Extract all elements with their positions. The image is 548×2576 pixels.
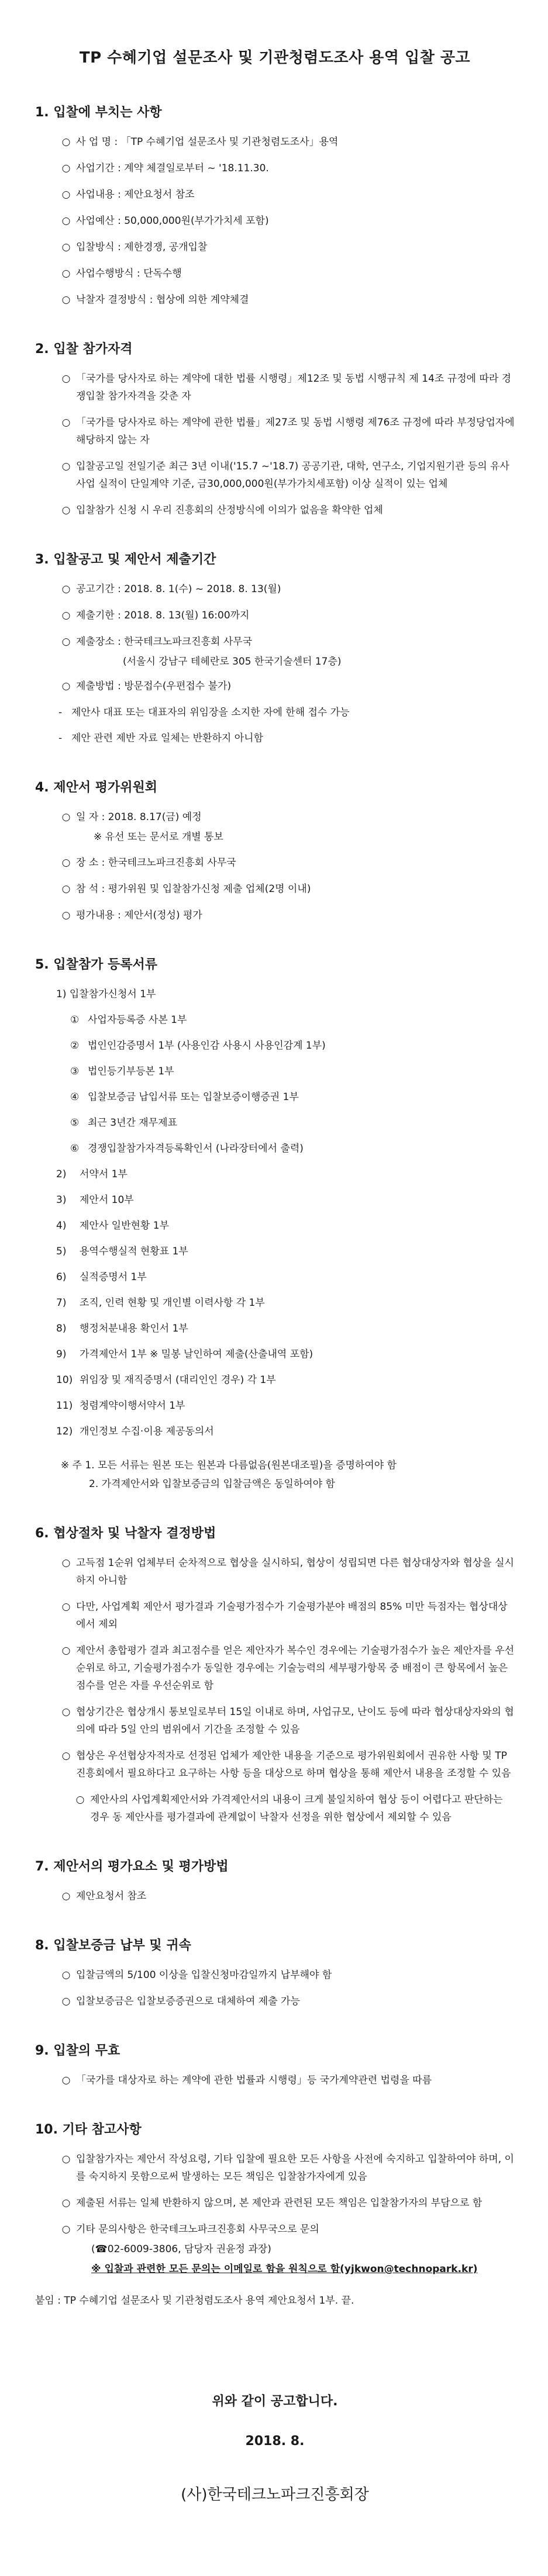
section-10-heading: 10. 기타 참고사항 — [35, 2122, 142, 2137]
section-7-heading: 7. 제안서의 평가요소 및 평가방법 — [35, 1859, 229, 1874]
section-6-heading: 6. 협상절차 및 낙찰자 결정방법 — [35, 1526, 216, 1541]
page-title: TP 수혜기업 설문조사 및 기관청렴도조사 용역 입찰 공고 — [79, 49, 471, 67]
list-item: ⑥ 경쟁입찰참가자격등록확인서 (나라장터에서 출력) — [70, 1143, 304, 1154]
circle-bullet-icon: ○ — [61, 811, 71, 823]
list-item: 3) 제안서 10부 — [56, 1194, 134, 1206]
list-item: 10) 위임장 및 재직증명서 (대리인인 경우) 각 1부 — [56, 1374, 276, 1386]
circle-bullet-icon: ○ — [61, 1969, 71, 1981]
list-item: ⑤ 최근 3년간 재무제표 — [70, 1117, 177, 1129]
list-item: ○ 일 자 : 2018. 8.17(금) 예정 — [35, 808, 515, 826]
date-note: ※ 유선 또는 문서로 개별 통보 — [94, 831, 223, 843]
section-1 — [35, 102, 515, 309]
circle-bullet-icon: ○ — [61, 504, 71, 516]
list-item: ○ 기타 문의사항은 한국테크노파크진흥회 사무국으로 문의 — [35, 2221, 515, 2238]
section-6 — [35, 1523, 515, 1826]
section-1-heading: 1. 입찰에 부치는 사항 — [35, 105, 162, 120]
dash-item: - 제안사 대표 또는 대표자의 위임장을 소지한 자에 한해 접수 가능 — [58, 707, 350, 718]
footnote: ※ 주 1. 모든 서류는 원본 또는 원본과 다름없음(원본대조필)을 증명하여야 함 — [61, 1460, 397, 1471]
place-detail: (서울시 강남구 테헤란로 305 한국기술센터 17층) — [123, 656, 342, 668]
section-10 — [35, 2119, 515, 2278]
list-item: ④ 입찰보증금 납입서류 또는 입찰보증이행증권 1부 — [70, 1091, 299, 1103]
list-item: 2) 서약서 1부 — [56, 1168, 127, 1180]
dash-item: - 제안 관련 제반 자료 일체는 반환하지 아니함 — [58, 732, 264, 744]
list-item: ○ 고득점 1순위 업체부터 순차적으로 협상을 실시하되, 협상이 성립되면 다른 협상대상자와 협상을 실시하지 아니함 — [35, 1554, 515, 1589]
list-item: 4) 제안사 일반현황 1부 — [56, 1220, 169, 1232]
contact-phone: (☎02-6009-3806, 담당자 권윤정 과장) — [91, 2243, 271, 2255]
circle-bullet-icon: ○ — [61, 636, 71, 648]
section-9-heading: 9. 입찰의 무효 — [35, 2043, 120, 2058]
list-item: ○ 입찰방식 : 제한경쟁, 공개입찰 — [35, 238, 515, 256]
list-item: ○ 입찰보증금은 입찰보증증권으로 대체하여 제출 가능 — [35, 1993, 515, 2010]
list-item: ○ 사업예산 : 50,000,000원(부가가치세 포함) — [35, 212, 515, 230]
list-item: ○ 입찰참가 신청 시 우리 진흥회의 산정방식에 이의가 없음을 확약한 업체 — [35, 502, 515, 519]
list-item: ○ 입찰참가자는 제안서 작성요령, 기타 입찰에 필요한 모든 사항을 사전에 숙지하고 입찰하여야 하며, 이를 숙지하지 못함으로써 발생하는 모든 책임은 입찰참가자에게 있음 — [35, 2150, 515, 2186]
circle-bullet-icon: ○ — [61, 2224, 71, 2235]
section-7 — [35, 1856, 515, 1905]
circle-bullet-icon: ○ — [61, 583, 71, 595]
contact-email-note: ※ 입찰과 관련한 모든 문의는 이메일로 함을 원칙으로 함(yjkwon@technopark.kr) — [91, 2263, 478, 2275]
list-item: ○ 제안서 총합평가 결과 최고점수를 얻은 제안자가 복수인 경우에는 기술평가점수가 높은 제안자를 우선순위로 하고, 기술평가점수가 동일한 경우에는 기술능력의 세부평가항목 중 배점이 큰 항목에서 높은 점수를 얻은 자를 우선순위로 함 — [35, 1642, 515, 1695]
list-item: ○ 제출된 서류는 일체 반환하지 않으며, 본 제안과 관련된 모든 책임은 입찰참가자의 부담으로 함 — [35, 2194, 515, 2212]
circle-bullet-icon: ○ — [61, 883, 71, 895]
list-item: ○ 입찰공고일 전일기준 최근 3년 이내('15.7 ~'18.7) 공공기관, 대학, 연구소, 기업지원기관 등의 유사사업 실적이 단일계약 기준, 금30,000,000원(부가가치세포함) 이상 실적이 있는 업체 — [35, 458, 515, 493]
list-item: ○ 제안요청서 참조 — [35, 1887, 515, 1905]
list-item: ○ 「국가를 당사자로 하는 계약에 대한 법률 시행령」제12조 및 동법 시행규칙 제 14조 규정에 따라 경쟁입찰 참가자격을 갖춘 자 — [35, 370, 515, 405]
list-item: ○ 공고기간 : 2018. 8. 1(수) ~ 2018. 8. 13(월) — [35, 580, 515, 598]
circle-bullet-icon: ○ — [61, 373, 71, 385]
attachment-line: 붙임 : TP 수혜기업 설문조사 및 기관청렴도조사 용역 제안요청서 1부. 끝. — [35, 2295, 354, 2307]
list-item: ○ 다만, 사업계획 제안서 평가결과 기술평가점수가 기술평가분야 배점의 85% 미만 득점자는 협상대상에서 제외 — [35, 1598, 515, 1633]
circle-bullet-icon: ○ — [61, 268, 71, 279]
list-item: 12) 개인정보 수집·이용 제공동의서 — [56, 1426, 214, 1437]
circle-bullet-icon: ○ — [61, 1645, 71, 1657]
closing-date: 2018. 8. — [245, 2434, 305, 2449]
circle-bullet-icon: ○ — [61, 910, 71, 921]
section-5-heading: 5. 입찰참가 등록서류 — [35, 957, 157, 972]
list-item: ② 법인인감증명서 1부 (사용인감 사용시 사용인감계 1부) — [70, 1040, 326, 1052]
list-item: ○ 「국가를 대상자로 하는 계약에 관한 법률과 시행령」등 국가계약관련 법령을 따름 — [35, 2072, 515, 2089]
list-item: ○ 제안사의 사업계획제안서와 가격제안서의 내용이 크게 불일치하여 협상 등이 어렵다고 판단하는 경우 동 제안사를 평가결과에 관계없이 낙찰자 선정을 위한 협상에서 제외할 수 있음 — [35, 1791, 515, 1826]
circle-bullet-icon: ○ — [61, 162, 71, 174]
list-item: ○ 사업기간 : 계약 체결일로부터 ~ '18.11.30. — [35, 160, 515, 177]
list-item: ① 사업자등록증 사본 1부 — [70, 1014, 187, 1026]
list-item: ○ 협상기간은 협상개시 통보일로부터 15일 이내로 하며, 사업규모, 난이도 등에 따라 협상대상자와의 협의에 따라 5일 안의 범위에서 기간을 조정할 수 있음 — [35, 1703, 515, 1738]
section-5 — [35, 955, 515, 1493]
circle-bullet-icon: ○ — [61, 241, 71, 253]
circle-bullet-icon: ○ — [61, 1557, 71, 1569]
list-item: ③ 법인등기부등본 1부 — [70, 1066, 174, 1077]
list-item: ○ 낙찰자 결정방식 : 협상에 의한 계약체결 — [35, 291, 515, 309]
section-3 — [35, 549, 515, 747]
circle-bullet-icon: ○ — [61, 1890, 71, 1902]
section-8 — [35, 1935, 515, 2010]
list-item: ○ 장 소 : 한국테크노파크진흥회 사무국 — [35, 854, 515, 872]
circle-bullet-icon: ○ — [61, 461, 71, 472]
circle-bullet-icon: ○ — [61, 1706, 71, 1718]
list-item: 5) 용역수행실적 현황표 1부 — [56, 1246, 188, 1257]
list-item: ○ 참 석 : 평가위원 및 입찰참가신청 제출 업체(2명 이내) — [35, 880, 515, 898]
section-8-heading: 8. 입찰보증금 납부 및 귀속 — [35, 1938, 191, 1953]
circle-bullet-icon: ○ — [61, 294, 71, 306]
list-item: ○ 협상은 우선협상자적자로 선정된 업체가 제안한 내용을 기준으로 평가위원회에서 권유한 사항 및 TP진흥회에서 필요하다고 요구하는 사항 등을 대상으로 하며 협상을 통해 제안서 내용을 조정할 수 있음 — [35, 1747, 515, 1782]
issuer-name: (사)한국테크노파크진흥회장 — [181, 2486, 369, 2504]
circle-bullet-icon: ○ — [61, 1750, 71, 1762]
list-item: ○ 「국가를 당사자로 하는 계약에 관한 법률」제27조 및 동법 시행령 제76조 규정에 따라 부정당업자에 해당하지 않는 자 — [35, 414, 515, 449]
announcement-document — [35, 0, 515, 2504]
section-3-heading: 3. 입찰공고 및 제안서 제출기간 — [35, 552, 216, 567]
section-4-heading: 4. 제안서 평가위원회 — [35, 780, 157, 795]
list-item: ○ 사업내용 : 제안요청서 참조 — [35, 186, 515, 203]
section-2-heading: 2. 입찰 참가자격 — [35, 342, 133, 357]
circle-bullet-icon: ○ — [61, 2197, 71, 2209]
circle-bullet-icon: ○ — [75, 1794, 85, 1806]
list-item: ○ 입찰금액의 5/100 이상을 입찰신청마감일까지 납부해야 함 — [35, 1966, 515, 1984]
circle-bullet-icon: ○ — [61, 610, 71, 621]
list-item: 7) 조직, 인력 현황 및 개인별 이력사항 각 1부 — [56, 1297, 265, 1309]
section-2 — [35, 339, 515, 519]
footnote: 2. 가격제안서와 입찰보증금의 입찰금액은 동일하여야 함 — [89, 1478, 335, 1490]
section-9 — [35, 2041, 515, 2089]
circle-bullet-icon: ○ — [61, 857, 71, 869]
list-item: ○ 제출기한 : 2018. 8. 13(월) 16:00까지 — [35, 607, 515, 624]
list-item: ○ 제출장소 : 한국테크노파크진흥회 사무국 — [35, 633, 515, 651]
circle-bullet-icon: ○ — [61, 680, 71, 692]
list-item: ○ 제출방법 : 방문접수(우편접수 불가) — [35, 677, 515, 695]
circle-bullet-icon: ○ — [61, 2153, 71, 2165]
circle-bullet-icon: ○ — [61, 136, 71, 148]
circle-bullet-icon: ○ — [61, 215, 71, 227]
circle-bullet-icon: ○ — [61, 2074, 71, 2086]
list-item: 11) 청렴계약이행서약서 1부 — [56, 1400, 185, 1412]
circle-bullet-icon: ○ — [61, 417, 71, 428]
list-item: 9) 가격제안서 1부 ※ 밀봉 날인하여 제출(산출내역 포함) — [56, 1348, 313, 1360]
circle-bullet-icon: ○ — [61, 1996, 71, 2007]
list-item: ○ 평가내용 : 제안서(정성) 평가 — [35, 907, 515, 924]
closing-statement: 위와 같이 공고합니다. — [212, 2394, 338, 2409]
circle-bullet-icon: ○ — [61, 1601, 71, 1613]
sub-heading: 1) 입찰참가신청서 1부 — [56, 988, 156, 1000]
list-item: ○ 사 업 명 : 「TP 수혜기업 설문조사 및 기관청렴도조사」용역 — [35, 133, 515, 151]
list-item: 6) 실적증명서 1부 — [56, 1271, 147, 1283]
section-4 — [35, 777, 515, 924]
list-item: 8) 행정처분내용 확인서 1부 — [56, 1323, 188, 1334]
circle-bullet-icon: ○ — [61, 189, 71, 200]
list-item: ○ 사업수행방식 : 단독수행 — [35, 265, 515, 282]
